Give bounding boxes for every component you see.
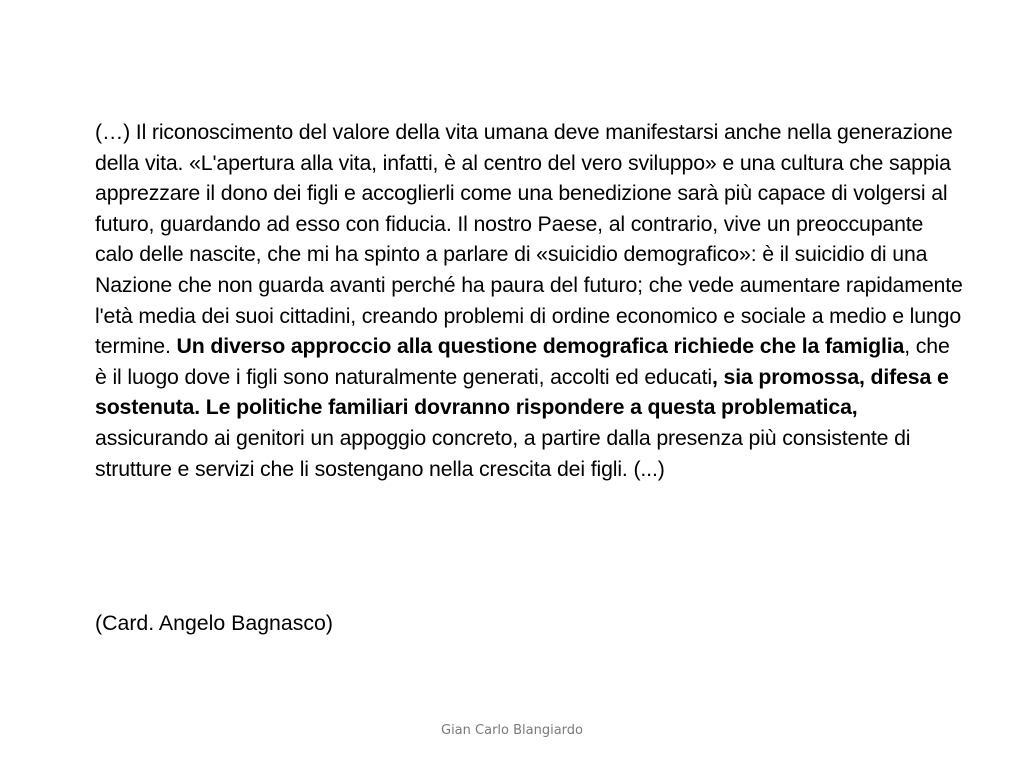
quote-part-2: , che è il luogo dove i figli sono naturalmente generati, accolti ed educati [95,334,950,389]
quote-bold-2: , sia promossa, difesa e sostenuta. Le politiche familiari dovranno rispondere a questa problematica, [95,364,949,420]
quote-text [95,117,965,484]
quote-author: (Card. Angelo Bagnasco) [95,611,333,635]
quote-part-1: (…) Il riconoscimento del valore della vita umana deve manifestarsi anche nella generazione della vita. «L'apertura alla vita, infatti, è al centro del vero sviluppo» e una cultura che sappia apprezzare il dono dei figli e accoglierli come una benedizione sarà più capace di volgersi al futuro, guardando ad esso con fiducia. Il nostro Paese, al contrario, vive un preoccupante calo delle nascite, che mi ha spinto a parlare di «suicidio demografico»: è il suicidio di una Nazione che non guarda avanti perché ha paura del futuro; che vede aumentare rapidamente l'età media dei suoi cittadini, creando problemi di ordine economico e sociale a medio e lungo termine. [95,120,963,359]
footer-author: Gian Carlo Blangiardo [441,723,583,738]
quote-bold-1: Un diverso approccio alla questione demografica richiede che la famiglia [176,334,905,359]
quote-part-3: assicurando ai genitori un appoggio concreto, a partire dalla presenza più consistente di strutture e servizi che li sostengano nella crescita dei figli. (...) [95,425,911,481]
